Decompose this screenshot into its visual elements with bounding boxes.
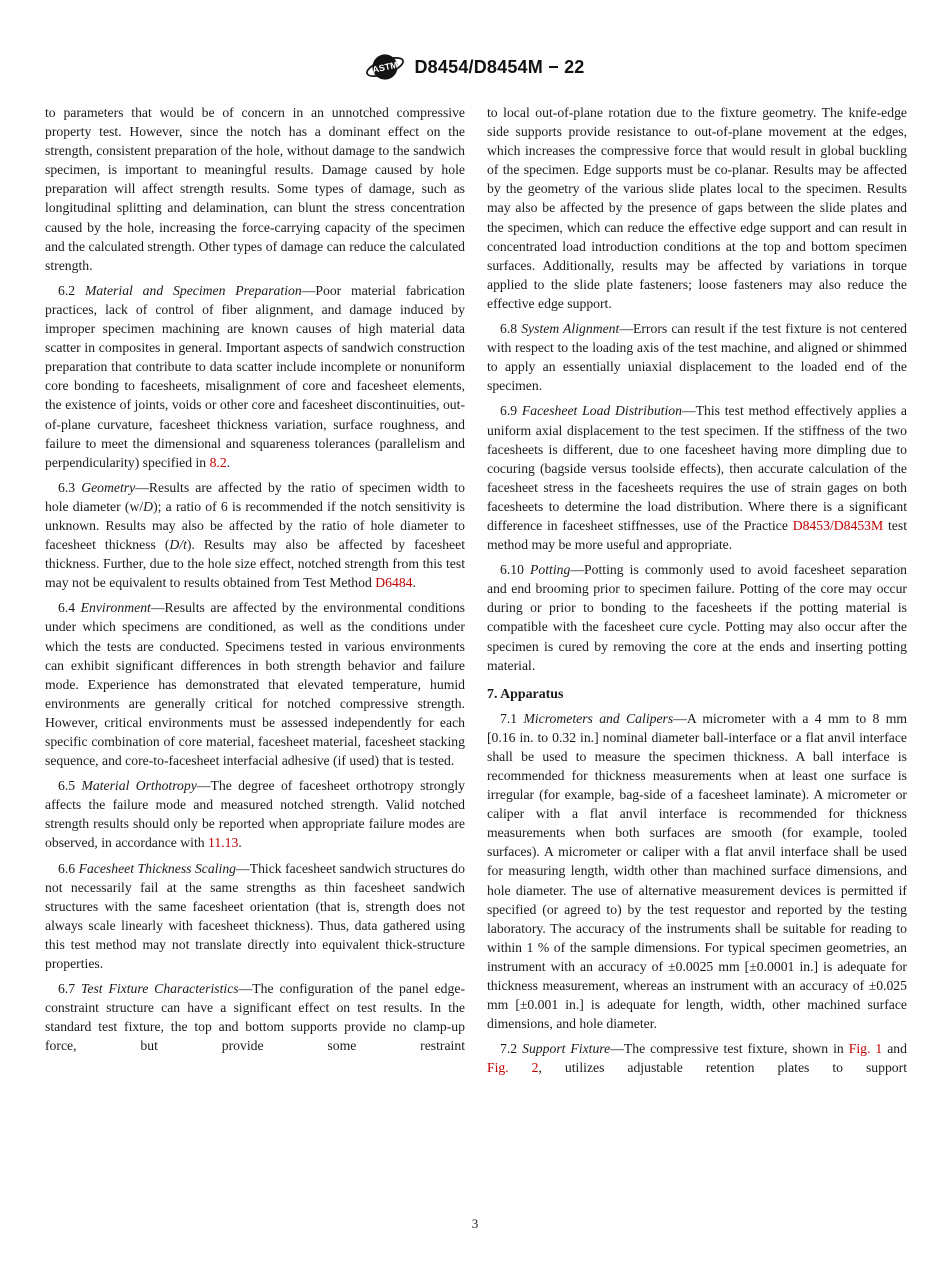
paragraph: [45, 979, 465, 1055]
text-run: —The compressive test fixture, shown in: [610, 1041, 849, 1057]
text-run: 6.8: [500, 321, 522, 337]
svg-text:ASTM: ASTM: [371, 59, 400, 75]
text-run: .: [238, 835, 242, 851]
section-title: Geometry: [81, 479, 136, 495]
section-title: Material Orthotropy: [81, 778, 197, 794]
cross-reference-link[interactable]: Fig. 2: [487, 1060, 539, 1076]
text-run: 6.9: [500, 403, 522, 419]
section-heading: [487, 685, 907, 704]
text-run: 7. Apparatus: [487, 686, 564, 702]
section-title: D/t: [169, 537, 187, 553]
text-run: 6.6: [58, 860, 79, 876]
section-title: Support Fixture: [522, 1041, 611, 1057]
cross-reference-link[interactable]: 8.2: [209, 454, 227, 470]
cross-reference-link[interactable]: D8453/D8453M: [792, 517, 884, 533]
text-run: —Potting is commonly used to avoid facesheet separation and end brooming prior to specimen failure. Potting of the core may occur during or prior to bonding to the facesheets if the potting material is compatible with the facesheet cure cycle. Potting may also occur after the specimen is cured by removing the core at the ends and inserting potting material.: [487, 562, 908, 673]
paragraph: [45, 281, 465, 472]
text-run: —Errors can result if the test fixture is not centered with respect to the loading axis of the test machine, and aligned or shimmed to apply an essentially uniaxial displacement to the loaded end of the specimen.: [487, 321, 907, 394]
section-title: Environment: [80, 600, 151, 616]
page-header: [0, 0, 950, 90]
paragraph: [45, 776, 465, 852]
text-run: to parameters that would be of concern in an unnotched compressive property test. However, since the notch has a dominant effect on the strength, consistent preparation of the hole, without damage to the sandwich specimen, is important to meaningful results. Damage caused by hole preparation will affect strength results. Some types of damage, such as longitudinal splitting and delamination, can blunt the stress concentration caused by the hole, increasing the force-carrying capacity of the specimen and the calculated strength. Other types of damage can reduce the calculated strength.: [45, 105, 465, 273]
paragraph: [45, 103, 465, 275]
paragraph: [487, 1039, 907, 1077]
text-run: and: [882, 1041, 907, 1057]
section-title: Facesheet Load Distribution: [521, 403, 682, 419]
text-run: 6.10: [500, 562, 531, 578]
text-run: 6.3: [58, 479, 82, 495]
section-title: Facesheet Thickness Scaling: [78, 860, 237, 876]
paragraph: [487, 401, 907, 554]
text-run: 6.2: [58, 282, 85, 298]
text-run: —Results are affected by the environmental conditions under which specimens are conditioned, as well as the conditions under which the tests are conducted. Specimens tested in various environments can exhibit significant differences in both strength behavior and failure mode. Experience has demonstrated that elevated temperature, humid environments are generally critical for notched compressive strength. However, critical environments must be assessed independently for each specific combination of core material, facesheet material, facesheet stacking sequence, and core-to-facesheet interfacial adhesive (if used) that is tested.: [45, 600, 466, 769]
text-run: 6.4: [58, 600, 81, 616]
text-run: —The configuration of the panel edge-constraint structure can have a significant effect on test results. In the standard test fixture, the top and bottom supports provide no clamp-up force, but provide some restraint: [45, 981, 465, 1054]
paragraph: [487, 709, 907, 1034]
text-run: ). Results may also be affected by facesheet thickness. Further, due to the hole size effect, notched strength from this test may not be equivalent to results obtained from Test Method: [45, 537, 465, 591]
section-title: Material and Specimen Preparation: [84, 282, 302, 298]
text-run: 6.5: [58, 778, 82, 794]
text-run: 7.2: [500, 1041, 523, 1057]
section-title: Micrometers and Calipers: [523, 710, 674, 726]
paragraph: [45, 859, 465, 974]
section-title: Test Fixture Characteristics: [81, 981, 239, 997]
text-run: ); a ratio of 6 is recommended if the notch sensitivity is unknown. Results may also be affected by the ratio of hole diameter to facesheet thickness (: [45, 498, 465, 553]
text-run: .: [226, 454, 231, 470]
paragraph: [45, 598, 465, 770]
section-title: System Alignment: [521, 321, 620, 337]
cross-reference-link[interactable]: 11.13: [208, 835, 239, 851]
text-run: —The degree of facesheet orthotropy strongly affects the failure mode and measured notched strength. Valid notched strength results should only be reported when appropriate failure modes are observed, in accordance with: [45, 778, 465, 851]
left-column: [45, 103, 465, 1084]
text-run: to local out-of-plane rotation due to the fixture geometry. The knife-edge side supports provide resistance to out-of-plane movement at the edges, which increases the compressive force that would result in global buckling of the specimen. Edge supports must be co-planar. Results may be affected by the geometry of the various slide plates local to the specimen. Results may also be affected by the presence of gaps between the slide plates and the specimen, which can reduce the effective edge support and can result in concentrated load introduction conditions at the top and bottom specimen surfaces. Additionally, results may be affected by variations in torque applied to the slide plate fasteners; loose fasteners may also reduce the effective edge support.: [487, 105, 907, 311]
text-run: —Poor material fabrication practices, lack of control of fiber alignment, and damage induced by improper specimen machining are known causes of high material data scatter in composites in general. Important aspects of sandwich construction preparation that contribute to data scatter include incomplete or nonuniform core bonding to facesheets, misalignment of core and facesheet elements, the existence of joints, voids or other core and facesheet discontinuities, out-of-plane curvature, facesheet thickness variation, surface roughness, and failure to meet the dimensional and squareness tolerances (parallelism and perpendicularity) specified in: [45, 282, 465, 470]
astm-logo-icon: [365, 49, 405, 85]
paragraph: [487, 103, 907, 313]
cross-reference-link[interactable]: Fig. 1: [848, 1041, 883, 1057]
text-run: 7.1: [500, 710, 524, 726]
section-title: Potting: [530, 562, 571, 578]
page-number: 3: [471, 1216, 479, 1231]
doc-code: D8454/D8454M − 22: [414, 56, 585, 77]
text-run: —This test method effectively applies a uniform axial displacement to the test specimen. If the stiffness of the two facesheets is different, due to one facesheet having more dimpling due to cocuring (bagside versus toolside effects), then accurate calculation of the facesheet stress in the facesheets requires the use of strain gages on both facesheets to determine the load distribution. Where there is a significant difference in facesheet stiffnesses, use of the Practice: [487, 403, 907, 533]
text-run: —A micrometer with a 4 mm to 8 mm [0.16 in. to 0.32 in.] nominal diameter ball-interface or a flat anvil interface shall be used to measure the specimen thickness. A ball interface is recommended for thickness measurements when at least one surface is irregular (for example, bag-side of a facesheet laminate). A micrometer or caliper with a flat anvil interface is recommended for thickness measurements when both surfaces are smooth (for example, tooled surfaces). A micrometer or caliper with a flat anvil interface shall be used for measuring length, width other than machined surface dimensions, and hole diameter. The use of alternative measurement devices is permitted if specified (or agreed to) by the test requestor and reported by the testing laboratory. The accuracy of the instruments shall be suitable for reading to within 1 % of the sample dimensions. For typical specimen geometries, an instrument with an accuracy of ±0.0025 mm [±0.0001 in.] is adequate for thickness measurement, whereas an instrument with an accuracy of ±0.025 mm [±0.001 in.] is adequate for length, width, other machined surface dimensions, and hole diameter.: [487, 710, 908, 1032]
paragraph: [487, 319, 907, 395]
text-run: test method may be more useful and appropriate.: [487, 517, 907, 553]
text-run: —Thick facesheet sandwich structures do not necessarily fail at the same strengths as thin facesheet sandwich structures with the same facesheet orientation (that is, strength does not always scale linearly with facesheet thickness). Thus, data gathered using this test method may not translate directly into equivalent thick-structure properties.: [45, 860, 465, 972]
cross-reference-link[interactable]: D6484: [375, 575, 413, 591]
paragraph: [45, 478, 465, 593]
text-run: —Results are affected by the ratio of specimen width to hole diameter (w/: [45, 479, 465, 514]
two-column-text: [0, 103, 950, 1084]
text-run: 6.7: [58, 981, 82, 997]
text-run: .: [412, 575, 416, 591]
paragraph: [487, 560, 907, 675]
section-title: D: [143, 498, 154, 514]
right-column: [487, 103, 907, 1084]
text-run: , utilizes adjustable retention plates to support: [538, 1060, 908, 1076]
